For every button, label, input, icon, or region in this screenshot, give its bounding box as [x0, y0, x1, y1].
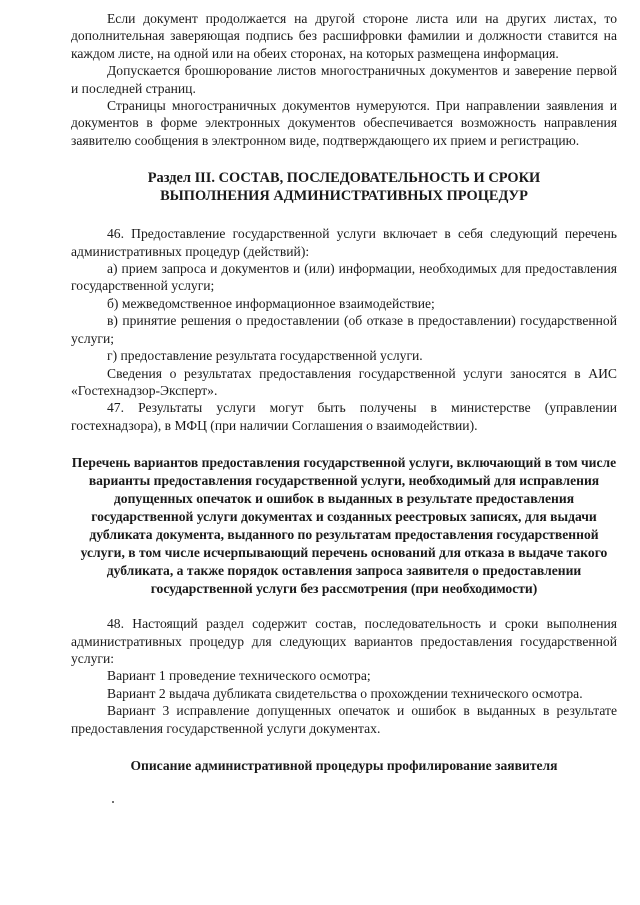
clause-46-item-a: а) прием запроса и документов и (или) информации, необходимых для предоставления государственной услуги; — [71, 261, 617, 294]
procedure-heading: Описание административной процедуры профилирование заявителя — [130, 757, 558, 773]
document-page — [71, 10, 617, 775]
clause-48-variant-2: Вариант 2 выдача дубликата свидетельства о прохождении технического осмотра. — [107, 685, 583, 701]
clause-48-variant-3: Вариант 3 исправление допущенных опечаток и ошибок в выданных в результате предоставления государственной услуги документах. — [71, 703, 617, 736]
section-heading-line2: ВЫПОЛНЕНИЯ АДМИНИСТРАТИВНЫХ ПРОЦЕДУР — [160, 188, 528, 205]
section-heading-line1: Раздел III. СОСТАВ, ПОСЛЕДОВАТЕЛЬНОСТЬ И СРОКИ — [147, 170, 541, 187]
clause-46-note: Сведения о результатах предоставления государственной услуги заносятся в АИС «Гостехнадзор-Эксперт». — [71, 365, 617, 398]
paragraph-numbering: Страницы многостраничных документов нумеруются. При направлении заявления и документов в форме электронных документов обеспечивается возможность направления заявителю сообщения в электронном виде, подтверждающего их прием и регистрацию. — [71, 98, 617, 148]
clause-46-item-v: в) принятие решения о предоставлении (об отказе в предоставлении) государственной услуги; — [71, 313, 617, 346]
clause-46-item-g: г) предоставление результата государственной услуги. — [107, 348, 423, 364]
paragraph-binding: Допускается брошюрование листов многостраничных документов и заверение первой и последней страниц. — [71, 63, 617, 96]
clause-48-variant-1: Вариант 1 проведение технического осмотра; — [107, 668, 371, 684]
variants-heading: Перечень вариантов предоставления государственной услуги, включающий в том числе варианты предоставления государственной услуги, необходимый для исправления допущенных опечаток и ошибок в выданных в результате предоставления государственной услуги документах и созданных реестровых записях, для выдачи дубликата документа, выданного по результатам предоставления государственной услуги, в том числе исчерпывающий перечень оснований для отказа в выдаче такого дубликата, а также порядок оставления запроса заявителя о предоставлении государственной услуги без рассмотрения (при необходимости) — [71, 455, 617, 597]
clause-46-item-b: б) межведомственное информационное взаимодействие; — [107, 295, 435, 311]
clause-46-intro: 46. Предоставление государственной услуги включает в себя следующий перечень административных процедур (действий): — [71, 226, 617, 259]
clause-47: 47. Результаты услуги могут быть получены в министерстве (управлении гостехнадзора), в МФЦ (при наличии Соглашения о взаимодействии). — [71, 400, 617, 433]
paragraph-signature: Если документ продолжается на другой стороне листа или на других листах, то дополнительная заверяющая подпись без расшифровки фамилии и должности ставится на каждом листе, на одной или на обеих сторонах, на которых размещена информация. — [71, 11, 617, 61]
clause-48-intro: 48. Настоящий раздел содержит состав, последовательность и сроки выполнения административных процедур для следующих вариантов предоставления государственной услуги: — [71, 616, 617, 666]
scan-speck — [112, 801, 114, 803]
